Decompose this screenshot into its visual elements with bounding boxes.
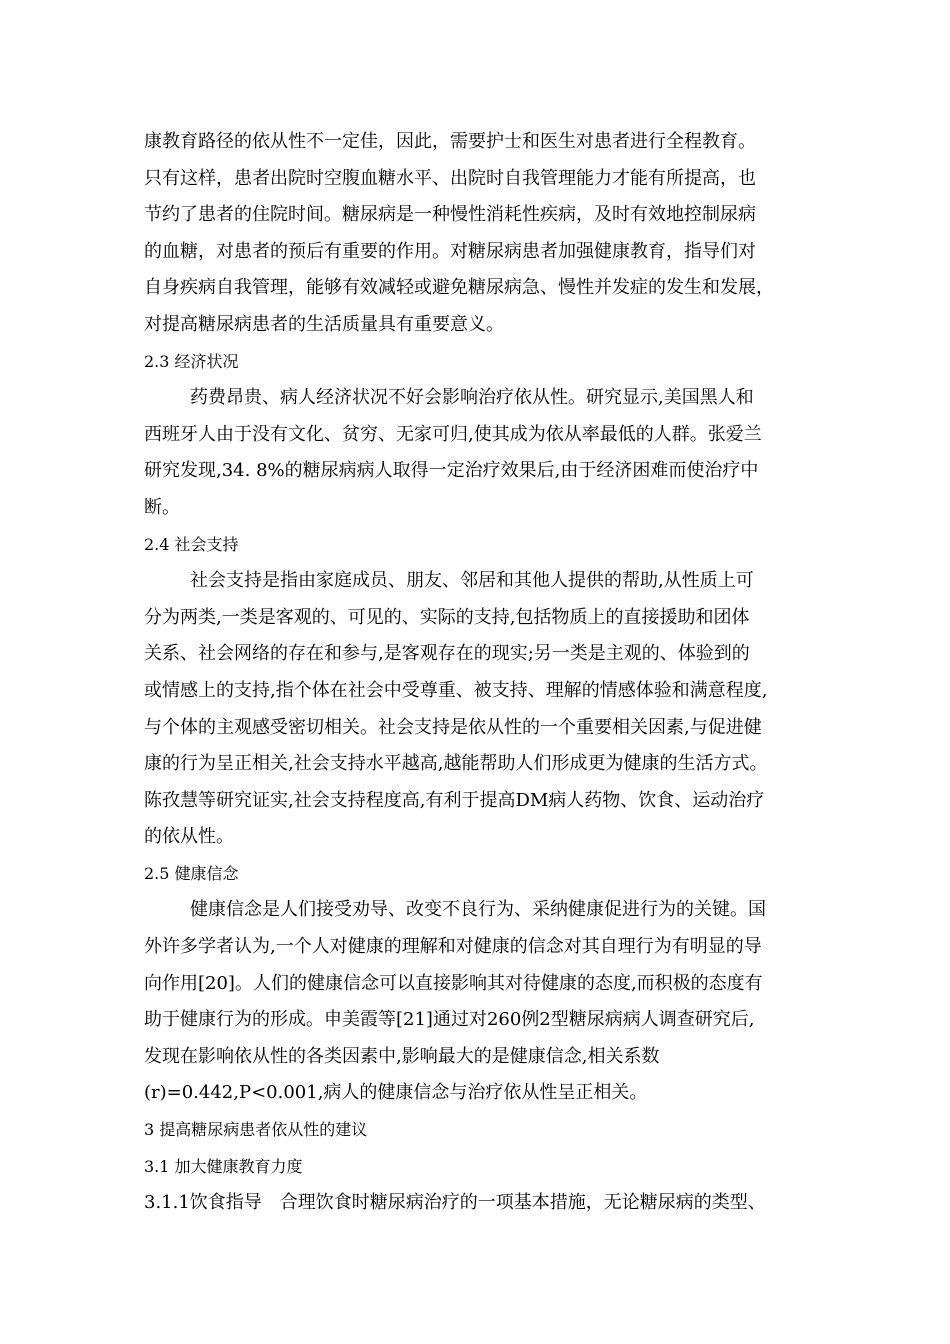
body-text-line: 研究发现,34. 8%的糖尿病病人取得一定治疗效果后,由于经济困难而使治疗中	[144, 460, 759, 482]
body-text-line: 康的行为呈正相关,社会支持水平越高,越能帮助人们形成更为健康的生活方式。	[144, 753, 768, 775]
section-heading-3-1: 3.1 加大健康教育力度	[144, 1156, 303, 1176]
subsection-heading-3-1-1: 3.1.1饮食指导 合理饮食时糖尿病治疗的一项基本措施，无论糖尿病的类型、	[144, 1192, 766, 1214]
body-text-line: 助于健康行为的形成。申美霞等[21]通过对260例2型糖尿病病人调查研究后,	[144, 1009, 755, 1031]
body-text-line: 的血糖，对患者的预后有重要的作用。对糖尿病患者加强健康教育，指导们对	[144, 240, 756, 262]
body-text-line: 的依从性。	[144, 826, 234, 848]
body-text-line: 陈孜慧等研究证实,社会支持程度高,有利于提高DM病人药物、饮食、运动治疗	[144, 789, 765, 811]
body-text-line: 只有这样，患者出院时空腹血糖水平、出院时自我管理能力才能有所提高，也	[144, 167, 756, 189]
body-text-line: 或情感上的支持,指个体在社会中受尊重、被支持、理解的情感体验和满意程度,	[144, 679, 768, 701]
body-text-line: 康教育路径的依从性不一定佳，因此，需要护士和医生对患者进行全程教育。	[144, 131, 756, 152]
body-text-line: 对提高糖尿病患者的生活质量具有重要意义。	[144, 313, 504, 335]
section-heading-2-4: 2.4 社会支持	[144, 534, 239, 554]
body-text-line: 向作用[20]。人们的健康信念可以直接影响其对待健康的态度,而积极的态度有	[144, 972, 763, 994]
body-text-line: 社会支持是指由家庭成员、朋友、邻居和其他人提供的帮助,从性质上可	[190, 570, 754, 592]
body-text-line: (r)=0.442,P<0.001,病人的健康信念与治疗依从性呈正相关。	[144, 1082, 648, 1104]
section-heading-3: 3 提高糖尿病患者依从性的建议	[144, 1120, 368, 1140]
body-text-line: 关系、社会网络的存在和参与,是客观存在的现实;另一类是主观的、体验到的	[144, 643, 750, 665]
body-text-line: 自身疾病自我管理，能够有效减轻或避免糖尿病急、慢性并发症的发生和发展，	[144, 277, 774, 299]
body-text-line: 断。	[144, 496, 180, 518]
body-text-line: 药费昂贵、病人经济状况不好会影响治疗依从性。研究显示,美国黑人和	[190, 387, 754, 409]
body-text-line: 外许多学者认为,一个人对健康的理解和对健康的信念对其自理行为有明显的导	[144, 936, 762, 958]
body-text-line: 健康信念是人们接受劝导、改变不良行为、采纳健康促进行为的关键。国	[190, 899, 766, 921]
body-text-line: 西班牙人由于没有文化、贫穷、无家可归,使其成为依从率最低的人群。张爱兰	[144, 423, 762, 445]
body-text-line: 与个体的主观感受密切相关。社会支持是依从性的一个重要相关因素,与促进健	[144, 716, 762, 738]
document-body	[144, 124, 809, 1222]
body-text-line: 分为两类,一类是客观的、可见的、实际的支持,包括物质上的直接援助和团体	[144, 606, 750, 628]
section-heading-2-3: 2.3 经济状况	[144, 351, 239, 371]
body-text-line: 节约了患者的住院时间。糖尿病是一种慢性消耗性疾病，及时有效地控制尿病	[144, 204, 756, 226]
section-heading-2-5: 2.5 健康信念	[144, 863, 239, 883]
body-text-line: 发现在影响依从性的各类因素中,影响最大的是健康信念,相关系数	[144, 1045, 660, 1067]
